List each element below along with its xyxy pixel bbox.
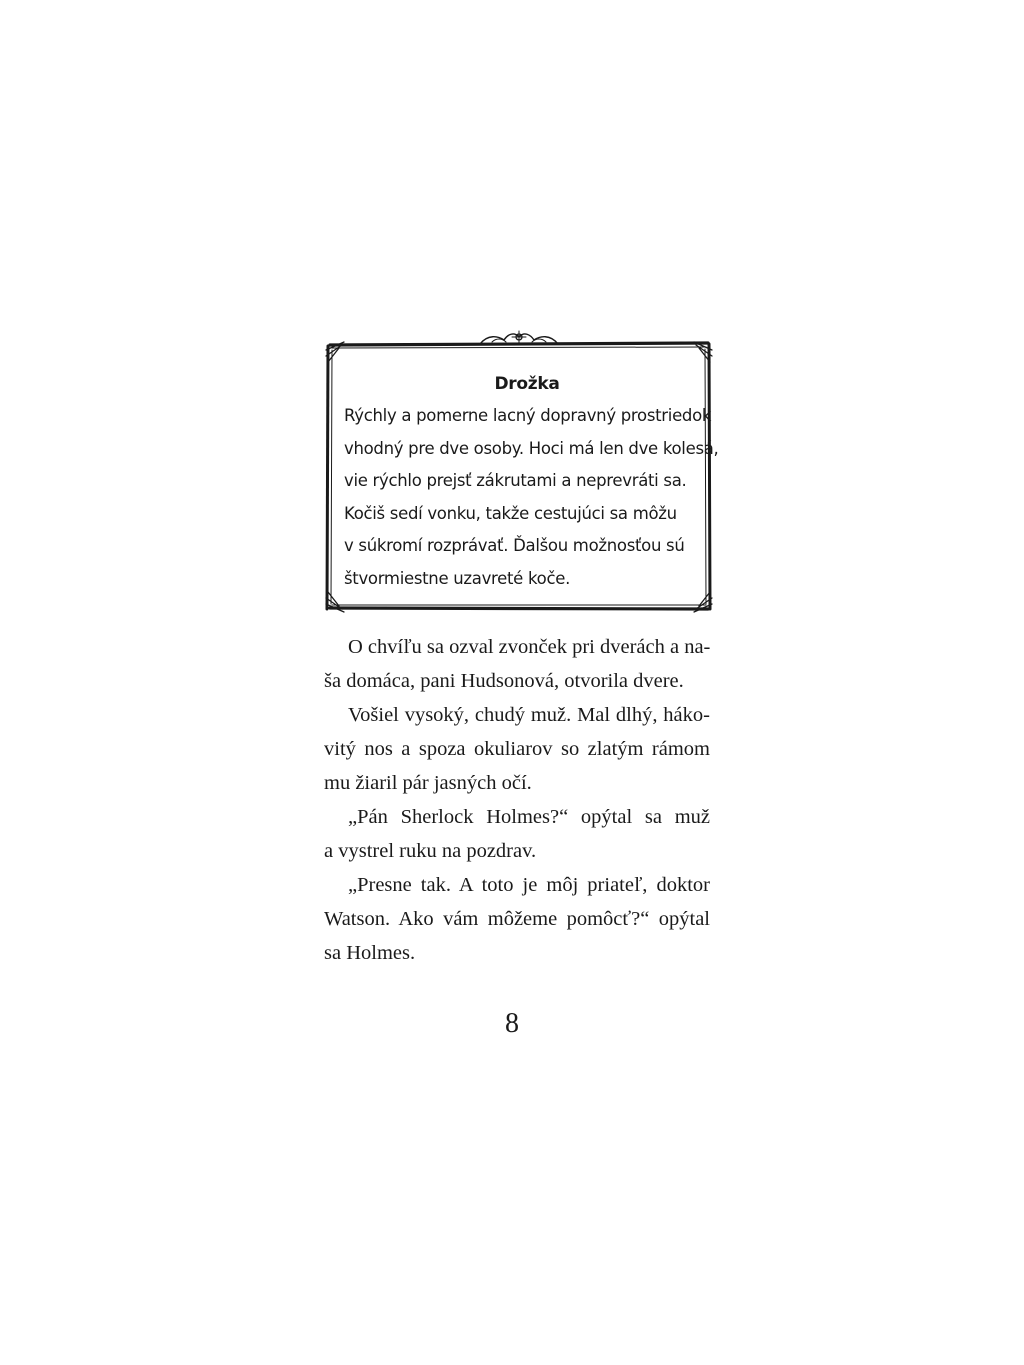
- text-line: a vystrel ruku na pozdrav.: [324, 840, 537, 862]
- paragraph: [324, 698, 710, 800]
- text-line: mu žiaril pár jasných očí.: [324, 772, 532, 794]
- text-line: ša domáca, pani Hudsonová, otvorila dvere.: [324, 670, 684, 692]
- text-line: Watson. Ako vám môžeme pomôcť?“ opýtal: [324, 908, 710, 930]
- info-box-line: štvormiestne uzavreté koče.: [344, 568, 571, 588]
- info-box-line: vie rýchlo prejsť zákrutami a neprevráti sa.: [344, 471, 687, 490]
- text-line: sa Holmes.: [324, 942, 416, 964]
- page-number: 8: [505, 1008, 519, 1039]
- text-line: vitý nos a spoza okuliarov so zlatým rámom: [324, 738, 710, 760]
- paragraph: [324, 800, 710, 868]
- text-line: O chvíľu sa ozval zvonček pri dverách a na-: [348, 636, 711, 658]
- text-line: Vošiel vysoký, chudý muž. Mal dlhý, háko-: [348, 704, 710, 726]
- info-box-title: Drožka: [494, 374, 560, 394]
- info-box-line: Rýchly a pomerne lacný dopravný prostriedok: [344, 406, 712, 425]
- paragraph: [324, 868, 710, 970]
- info-box-line: v súkromí rozprávať. Ďalšou možnosťou sú: [344, 536, 685, 555]
- text-line: „Presne tak. A toto je môj priateľ, doktor: [348, 874, 710, 896]
- info-box-line: Kočiš sedí vonku, takže cestujúci sa môžu: [344, 503, 677, 523]
- paragraph: [324, 630, 710, 698]
- info-box-content: [344, 368, 719, 595]
- info-box: [322, 328, 719, 616]
- text-line: „Pán Sherlock Holmes?“ opýtal sa muž: [348, 806, 710, 828]
- info-box-line: vhodný pre dve osoby. Hoci má len dve kolesá,: [344, 438, 719, 458]
- body-text: [324, 630, 710, 970]
